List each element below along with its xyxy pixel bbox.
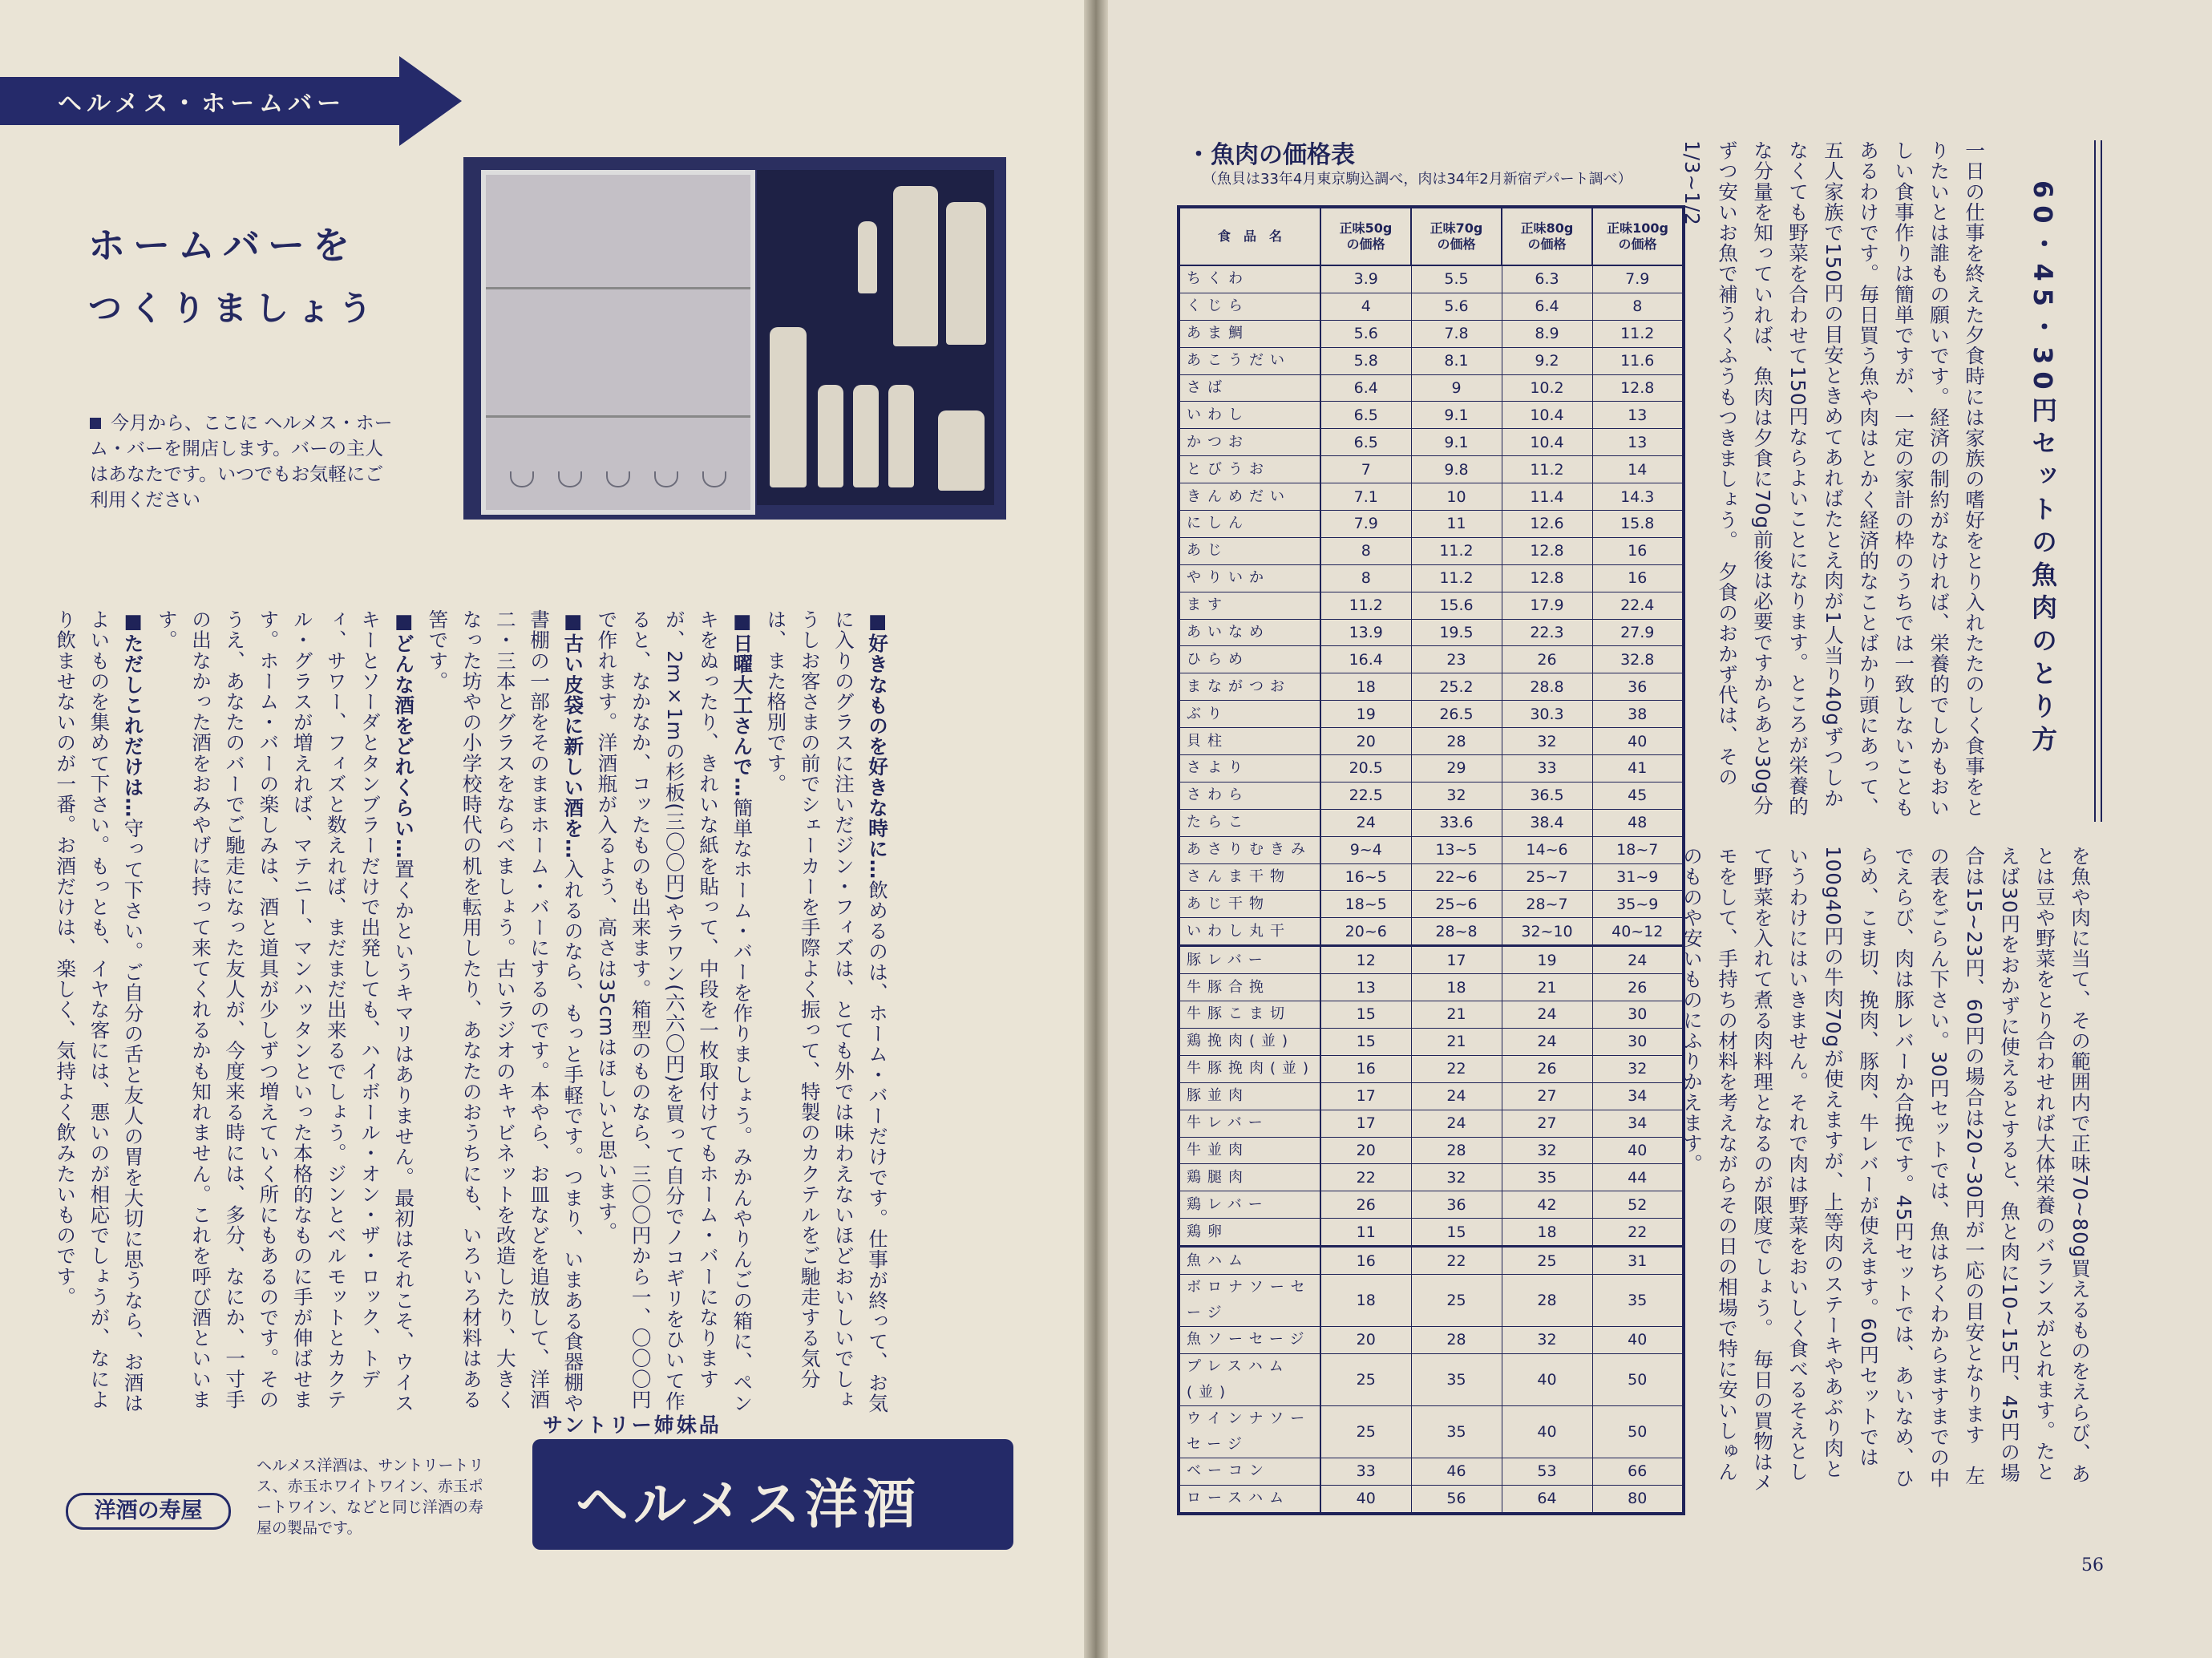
price-cell: 7.9 (1592, 265, 1684, 293)
price-cell: 35 (1411, 1405, 1502, 1458)
price-cell: 28 (1411, 1326, 1502, 1353)
price-cell: 21 (1411, 1028, 1502, 1055)
arrow-icon (399, 56, 462, 146)
food-name-cell: ちくわ (1179, 265, 1320, 293)
price-cell: 15 (1320, 1001, 1411, 1029)
price-cell: 7 (1320, 456, 1411, 483)
price-cell: 11.2 (1320, 592, 1411, 619)
table-row (1179, 701, 1684, 728)
food-name-cell: あじ干物 (1179, 891, 1320, 918)
food-name-cell: 魚ソーセージ (1179, 1326, 1320, 1353)
table-title: ・魚肉の価格表 (1187, 141, 1355, 169)
price-cell: 6.5 (1320, 402, 1411, 429)
price-cell: 44 (1592, 1164, 1684, 1191)
price-cell: 3.9 (1320, 265, 1411, 293)
price-cell: 16 (1320, 1055, 1411, 1082)
price-cell: 41 (1592, 755, 1684, 782)
price-cell: 27.9 (1592, 619, 1684, 646)
table-row (1179, 946, 1684, 974)
table-row (1179, 836, 1684, 863)
price-cell: 38.4 (1502, 809, 1592, 836)
price-cell: 22 (1320, 1164, 1411, 1191)
price-cell: 32 (1411, 782, 1502, 809)
food-name-cell: やりいか (1179, 564, 1320, 592)
price-cell: 53 (1502, 1458, 1592, 1485)
table-row (1179, 1485, 1684, 1513)
price-cell: 40 (1592, 728, 1684, 755)
price-cell: 7.8 (1411, 320, 1502, 347)
food-name-cell: きんめだい (1179, 483, 1320, 511)
price-cell: 11 (1411, 511, 1502, 538)
price-cell: 52 (1592, 1191, 1684, 1219)
price-cell: 11 (1320, 1219, 1411, 1247)
price-cell: 10.2 (1502, 374, 1592, 402)
price-cell: 26 (1320, 1191, 1411, 1219)
price-cell: 13~5 (1411, 836, 1502, 863)
hermes-logo: ヘルメス洋酒 (532, 1439, 1013, 1550)
price-cell: 22 (1592, 1219, 1684, 1247)
price-cell: 13.9 (1320, 619, 1411, 646)
article-title-line1: ホームバーを (88, 224, 358, 267)
price-cell: 46 (1411, 1458, 1502, 1485)
price-cell: 50 (1592, 1405, 1684, 1458)
price-cell: 25~6 (1411, 891, 1502, 918)
price-cell: 16.4 (1320, 646, 1411, 673)
price-cell: 11.2 (1411, 564, 1502, 592)
price-cell: 66 (1592, 1458, 1684, 1485)
price-cell: 30 (1592, 1028, 1684, 1055)
price-cell: 32 (1502, 1326, 1592, 1353)
table-row (1179, 619, 1684, 646)
price-cell: 22.4 (1592, 592, 1684, 619)
price-cell: 31~9 (1592, 863, 1684, 891)
table-row (1179, 1028, 1684, 1055)
price-cell: 28~8 (1411, 918, 1502, 946)
price-cell: 27 (1502, 1082, 1592, 1110)
price-cell: 13 (1592, 402, 1684, 429)
price-cell: 40 (1502, 1405, 1592, 1458)
price-cell: 42 (1502, 1191, 1592, 1219)
page-number: 56 (2081, 1555, 2104, 1575)
price-cell: 11.4 (1502, 483, 1592, 511)
price-cell: 22 (1411, 1055, 1502, 1082)
home-bar-photo (463, 157, 1006, 520)
food-name-cell: たらこ (1179, 809, 1320, 836)
bottle-cabinet (757, 170, 994, 505)
table-note: （魚貝は33年4月東京駒込調べ，肉は34年2月新宿デパート調べ） (1203, 171, 1632, 188)
column-text-lower: を魚や肉に当て、その範囲内で正味70~80g買えるものをえらび、あとは豆や野菜をとり合わせれば大体栄養のバランスがとれます。たとえば30円をおかずに使えるとすると、魚と肉に10~15円、45円の場合は15~23円、60円の場合は20~30円が一応の目安となります 左の表をごらん下さい。30円セットでは、魚はちくわからますまでの中でえらび、肉は豚レバーか合挽です。45円セットでは、あいなめ、ひらめ、こま切、挽肉、豚肉、牛レバーが使えます。60円セットでは100g40円の牛肉70gが使えますが、上等肉のステーキやあぶり肉というわけにはいきません。それで肉は野菜をおいしく食べるそえとして野菜を入れて煮る肉料理となるのが限度でしょう。 毎日の買物はメモをして、手持ちの材料を考えながらその日の相場で特に安いしゅんのものや安いものにふりかえます。 (1680, 846, 2092, 1493)
paragraph-2: ■日曜大工さんで…簡単なホーム・バーを作りましょう。みかんやりんごの箱に、ペンキをぬったり、きれいな紙を貼って、中段を一枚取付けてもホーム・バーになりますが、2m×1mの杉板(三〇〇円)やラワン(六六〇円)を買って自分でノコギリをひいて作ると、なかなか、コッたものも出来ます。箱型のものなら、三〇〇円から一、〇〇〇円で作れます。洋酒瓶が入るよう、高さは35cmはほしいと思います。 (595, 609, 754, 1413)
price-cell: 18 (1320, 673, 1411, 701)
table-row (1179, 402, 1684, 429)
price-cell: 24 (1411, 1110, 1502, 1137)
price-cell: 9.8 (1411, 456, 1502, 483)
price-cell: 9~4 (1320, 836, 1411, 863)
price-cell: 5.6 (1320, 320, 1411, 347)
price-cell: 17 (1320, 1082, 1411, 1110)
table-row (1179, 592, 1684, 619)
price-cell: 20 (1320, 728, 1411, 755)
price-cell: 14 (1592, 456, 1684, 483)
table-row (1179, 483, 1684, 511)
price-cell: 21 (1502, 974, 1592, 1001)
food-name-cell: かつお (1179, 429, 1320, 456)
price-cell: 7.1 (1320, 483, 1411, 511)
price-cell: 36 (1411, 1191, 1502, 1219)
article-title-line2: つくりましょう (88, 289, 381, 328)
price-cell: 11.2 (1502, 456, 1592, 483)
paragraph-5: ■ただしこれだけは…守って下さい。ご自分の舌と友人の胃を大切に思うなら、お酒はよいものを集めて下さい。もっとも、イヤな客には、悪いのが相応でしょうが、なにより飲ませないのが一番。お酒だけは、楽しく、気持よく飲みたいものです。 (54, 609, 145, 1413)
price-cell: 8 (1592, 293, 1684, 320)
banner-label: ヘルメス・ホームバー (58, 90, 346, 118)
price-cell: 22.3 (1502, 619, 1592, 646)
paragraph-1: ■好きなものを好きな時に…飲めるのは、ホーム・バーだけです。仕事が終って、お気に入りのグラスに注いだジン・フィズは、とても外では味わえないほどおいしいでしょうしお客さまの前でシェーカーを手際よく振って、特製のカクテルをご馳走する気分は、また格別です。 (764, 609, 890, 1413)
food-name-cell: いわし丸干 (1179, 918, 1320, 946)
price-cell: 64 (1502, 1485, 1592, 1513)
price-cell: 29 (1411, 755, 1502, 782)
food-name-cell: まながつお (1179, 673, 1320, 701)
food-name-cell: さんま干物 (1179, 863, 1320, 891)
price-cell: 9.1 (1411, 429, 1502, 456)
price-cell: 40~12 (1592, 918, 1684, 946)
table-row (1179, 564, 1684, 592)
table-row (1179, 1405, 1684, 1458)
price-cell: 8.1 (1411, 347, 1502, 374)
price-cell: 30.3 (1502, 701, 1592, 728)
price-cell: 12.8 (1502, 537, 1592, 564)
price-cell: 15 (1411, 1219, 1502, 1247)
table-row (1179, 1219, 1684, 1247)
square-bullet-icon (90, 418, 101, 429)
price-cell: 40 (1592, 1326, 1684, 1353)
price-cell: 27 (1502, 1110, 1592, 1137)
price-cell: 40 (1502, 1353, 1592, 1405)
table-row (1179, 673, 1684, 701)
price-cell: 13 (1592, 429, 1684, 456)
food-name-cell: いわし (1179, 402, 1320, 429)
table-row (1179, 782, 1684, 809)
price-cell: 19 (1320, 701, 1411, 728)
price-cell: 34 (1592, 1082, 1684, 1110)
price-cell: 18 (1320, 1274, 1411, 1326)
price-cell: 9.1 (1411, 402, 1502, 429)
price-cell: 14~6 (1502, 836, 1592, 863)
price-cell: 5.6 (1411, 293, 1502, 320)
price-cell: 28 (1411, 1137, 1502, 1164)
price-cell: 5.8 (1320, 347, 1411, 374)
food-name-cell: 鶏レバー (1179, 1191, 1320, 1219)
food-name-cell: 鶏卵 (1179, 1219, 1320, 1247)
table-row (1179, 265, 1684, 293)
food-name-cell: 牛並肉 (1179, 1137, 1320, 1164)
column-rule (2094, 140, 2102, 822)
price-cell: 25 (1411, 1274, 1502, 1326)
section-banner (0, 56, 461, 143)
price-cell: 25 (1502, 1247, 1592, 1275)
price-cell: 5.5 (1411, 265, 1502, 293)
table-row (1179, 1137, 1684, 1164)
table-row (1179, 728, 1684, 755)
food-name-cell: 牛豚挽肉(並) (1179, 1055, 1320, 1082)
price-cell: 11.2 (1592, 320, 1684, 347)
price-cell: 18 (1502, 1219, 1592, 1247)
food-name-cell: にしん (1179, 511, 1320, 538)
price-cell: 16 (1320, 1247, 1411, 1275)
price-cell: 24 (1320, 809, 1411, 836)
price-cell: 24 (1502, 1028, 1592, 1055)
price-cell: 16~5 (1320, 863, 1411, 891)
price-cell: 6.4 (1320, 374, 1411, 402)
food-name-cell: あいなめ (1179, 619, 1320, 646)
price-cell: 28.8 (1502, 673, 1592, 701)
price-cell: 17 (1320, 1110, 1411, 1137)
price-cell: 26 (1502, 1055, 1592, 1082)
price-cell: 8 (1320, 537, 1411, 564)
food-name-cell: ベーコン (1179, 1458, 1320, 1485)
food-name-cell: ウインナソーセージ (1179, 1405, 1320, 1458)
price-cell: 18~5 (1320, 891, 1411, 918)
price-cell: 23 (1411, 646, 1502, 673)
table-header-row: 食 品 名 正味50g の価格 正味70g の価格 正味80g の価格 正味100g の価格 (1179, 207, 1684, 265)
price-cell: 35 (1502, 1164, 1592, 1191)
food-name-cell: あじ (1179, 537, 1320, 564)
price-cell: 34 (1592, 1110, 1684, 1137)
price-cell: 22 (1411, 1247, 1502, 1275)
price-cell: 19.5 (1411, 619, 1502, 646)
price-cell: 28~7 (1502, 891, 1592, 918)
food-name-cell: プレスハム(並) (1179, 1353, 1320, 1405)
price-cell: 20.5 (1320, 755, 1411, 782)
price-cell: 32 (1592, 1055, 1684, 1082)
price-cell: 8 (1320, 564, 1411, 592)
price-cell: 38 (1592, 701, 1684, 728)
table-row (1179, 429, 1684, 456)
price-cell: 6.4 (1502, 293, 1592, 320)
food-name-cell: ぶり (1179, 701, 1320, 728)
price-cell: 11.2 (1411, 537, 1502, 564)
intro-text: 今月から、ここに ヘルメス・ホーム・バーを開店します。バーの主人はあなたです。いつでもお気軽にご利用ください (90, 413, 393, 511)
price-cell: 12.8 (1502, 564, 1592, 592)
price-cell: 15.8 (1592, 511, 1684, 538)
price-cell: 15 (1320, 1028, 1411, 1055)
table-row (1179, 1326, 1684, 1353)
column-text-upper: 一日の仕事を終えた夕食時には家族の嗜好をとり入れたたのしく食事をとりたいとは誰もの願いです。経済の制約がなければ、栄養的でしかもおいしい食事作りは簡単ですが、一定の家計の枠のうちでは一致しないこともあるわけです。毎日買う魚や肉はとかく経済的なことばかり頭にあって、五人家族で150円の目安ときめてあればたとえ肉が1人当り40gずつしかなくても野菜を合わせて150円ならよいことになります。ところが栄養的な分量を知っていれば、魚肉は夕食に70g前後は必要ですからあと30g分ずつ安いお魚で補うくふうもつきましょう。 夕食のおかず代は、その1/3~1/2 (1680, 140, 1986, 818)
sister-brand-label: サントリー姉妹品 (543, 1413, 722, 1437)
price-cell: 20 (1320, 1326, 1411, 1353)
price-cell: 26 (1502, 646, 1592, 673)
price-cell: 20 (1320, 1137, 1411, 1164)
price-cell: 33.6 (1411, 809, 1502, 836)
price-cell: 20~6 (1320, 918, 1411, 946)
article-body (48, 609, 894, 1417)
price-cell: 35 (1411, 1353, 1502, 1405)
price-cell: 35 (1592, 1274, 1684, 1326)
food-name-cell: ボロナソーセージ (1179, 1274, 1320, 1326)
table-row (1179, 1164, 1684, 1191)
kotobukiya-badge: 洋酒の寿屋 (66, 1493, 231, 1530)
food-name-cell: 貝柱 (1179, 728, 1320, 755)
price-cell: 24 (1411, 1082, 1502, 1110)
food-name-cell: 鶏挽肉(並) (1179, 1028, 1320, 1055)
book-gutter (1084, 0, 1108, 1658)
price-cell: 32 (1502, 728, 1592, 755)
price-cell: 8.9 (1502, 320, 1592, 347)
table-row (1179, 809, 1684, 836)
price-cell: 9 (1411, 374, 1502, 402)
table-row (1179, 1191, 1684, 1219)
price-cell: 48 (1592, 809, 1684, 836)
hermes-note: ヘルメス洋酒は、サントリートリス、赤玉ホワイトワイン、赤玉ポートワイン、などと同じ洋酒の寿屋の製品です。 (257, 1457, 484, 1537)
price-cell: 26 (1592, 974, 1684, 1001)
price-cell: 9.2 (1502, 347, 1592, 374)
table-row (1179, 511, 1684, 538)
food-name-cell: 鶏腿肉 (1179, 1164, 1320, 1191)
price-cell: 28 (1502, 1274, 1592, 1326)
food-name-cell: 豚並肉 (1179, 1082, 1320, 1110)
price-cell: 31 (1592, 1247, 1684, 1275)
price-cell: 10.4 (1502, 429, 1592, 456)
price-cell: 6.3 (1502, 265, 1592, 293)
price-cell: 25 (1320, 1405, 1411, 1458)
food-name-cell: あさりむきみ (1179, 836, 1320, 863)
price-cell: 24 (1502, 1001, 1592, 1029)
table-row (1179, 646, 1684, 673)
table-row (1179, 293, 1684, 320)
price-cell: 32~10 (1502, 918, 1592, 946)
table-row (1179, 374, 1684, 402)
price-cell: 32 (1411, 1164, 1502, 1191)
price-cell: 28 (1411, 728, 1502, 755)
food-name-cell: 豚レバー (1179, 946, 1320, 974)
table-row (1179, 1001, 1684, 1029)
price-cell: 22~6 (1411, 863, 1502, 891)
food-name-cell: ロースハム (1179, 1485, 1320, 1513)
food-name-cell: くじら (1179, 293, 1320, 320)
price-cell: 10 (1411, 483, 1502, 511)
food-name-cell: 牛豚合挽 (1179, 974, 1320, 1001)
price-cell: 80 (1592, 1485, 1684, 1513)
food-name-cell: とびうお (1179, 456, 1320, 483)
price-cell: 25.2 (1411, 673, 1502, 701)
price-cell: 30 (1592, 1001, 1684, 1029)
paragraph-3: ■古い皮袋に新しい酒を…入れるのなら、もっと手軽です。つまり、いまある食器棚や書棚の一部をそのままホーム・バーにするのです。本やら、お皿などを追放して、洋酒二・三本とグラスをならべましょう。古いラジオのキャビネットを改造したり、大きくなった坊やの小学校時代の机を転用したり、あなたのおうちにも、いろいろ材料はある筈です。 (426, 609, 585, 1413)
table-row (1179, 1247, 1684, 1275)
table-row (1179, 1082, 1684, 1110)
table-row (1179, 918, 1684, 946)
price-cell: 17 (1411, 946, 1502, 974)
table-row (1179, 320, 1684, 347)
price-cell: 25 (1320, 1353, 1411, 1405)
price-cell: 6.5 (1320, 429, 1411, 456)
price-cell: 10.4 (1502, 402, 1592, 429)
table-row (1179, 1274, 1684, 1326)
paragraph-4: ■どんな酒をどれくらい…置くかというキマリはありません。最初はそれこそ、ウイスキーとソーダとタンブラーだけで出発しても、ハイボール・オン・ザ・ロック、トディ、サワー、フィズと数えれば、まだまだ出来るでしょう。ジンとベルモットとカクテル・グラスが増えれば、マテニー、マンハッタンといった本格的なものに手が伸ばせます。ホーム・バーの楽しみは、酒と道具が少しずつ増えていく所にもあるのです。そのうえ、あなたのバーでご馳走になった友人が、今度来る時には、多分、なにか、一寸手の出なかった酒をおみやげに持って来てくれるかも知れません。これを呼び酒といいます。 (155, 609, 416, 1413)
price-cell: 18 (1411, 974, 1502, 1001)
price-cell: 50 (1592, 1353, 1684, 1405)
food-name-cell: 牛レバー (1179, 1110, 1320, 1137)
price-cell: 12.6 (1502, 511, 1592, 538)
price-cell: 25~7 (1502, 863, 1592, 891)
food-name-cell: あま鯛 (1179, 320, 1320, 347)
price-cell: 56 (1411, 1485, 1502, 1513)
price-cell: 15.6 (1411, 592, 1502, 619)
table-row (1179, 863, 1684, 891)
price-cell: 40 (1320, 1485, 1411, 1513)
price-cell: 45 (1592, 782, 1684, 809)
food-name-cell: 魚ハム (1179, 1247, 1320, 1275)
table-row (1179, 974, 1684, 1001)
price-cell: 22.5 (1320, 782, 1411, 809)
price-cell: 16 (1592, 537, 1684, 564)
price-cell: 36 (1592, 673, 1684, 701)
table-row (1179, 1353, 1684, 1405)
table-row (1179, 1458, 1684, 1485)
column-title: 60・45・30円セットの魚肉のとり方 (2028, 180, 2058, 758)
food-name-cell: 牛豚こま切 (1179, 1001, 1320, 1029)
table-row (1179, 537, 1684, 564)
price-cell: 4 (1320, 293, 1411, 320)
price-cell: 26.5 (1411, 701, 1502, 728)
price-cell: 18~7 (1592, 836, 1684, 863)
food-name-cell: あこうだい (1179, 347, 1320, 374)
price-cell: 21 (1411, 1001, 1502, 1029)
price-cell: 35~9 (1592, 891, 1684, 918)
price-cell: 11.6 (1592, 347, 1684, 374)
table-row (1179, 1110, 1684, 1137)
price-cell: 32 (1502, 1137, 1592, 1164)
price-cell: 12 (1320, 946, 1411, 974)
table-row (1179, 347, 1684, 374)
price-cell: 16 (1592, 564, 1684, 592)
food-name-cell: さより (1179, 755, 1320, 782)
table-row (1179, 891, 1684, 918)
food-name-cell: ます (1179, 592, 1320, 619)
price-cell: 40 (1592, 1137, 1684, 1164)
food-name-cell: ひらめ (1179, 646, 1320, 673)
table-row (1179, 755, 1684, 782)
price-cell: 13 (1320, 974, 1411, 1001)
food-name-cell: さば (1179, 374, 1320, 402)
table-row (1179, 1055, 1684, 1082)
price-cell: 33 (1320, 1458, 1411, 1485)
price-table (1177, 205, 1685, 1515)
price-cell: 24 (1592, 946, 1684, 974)
price-cell: 17.9 (1502, 592, 1592, 619)
price-cell: 32.8 (1592, 646, 1684, 673)
price-cell: 36.5 (1502, 782, 1592, 809)
price-cell: 7.9 (1320, 511, 1411, 538)
price-cell: 33 (1502, 755, 1592, 782)
price-cell: 14.3 (1592, 483, 1684, 511)
glass-cabinet (481, 170, 755, 515)
food-name-cell: さわら (1179, 782, 1320, 809)
price-cell: 12.8 (1592, 374, 1684, 402)
price-cell: 19 (1502, 946, 1592, 974)
table-row (1179, 456, 1684, 483)
